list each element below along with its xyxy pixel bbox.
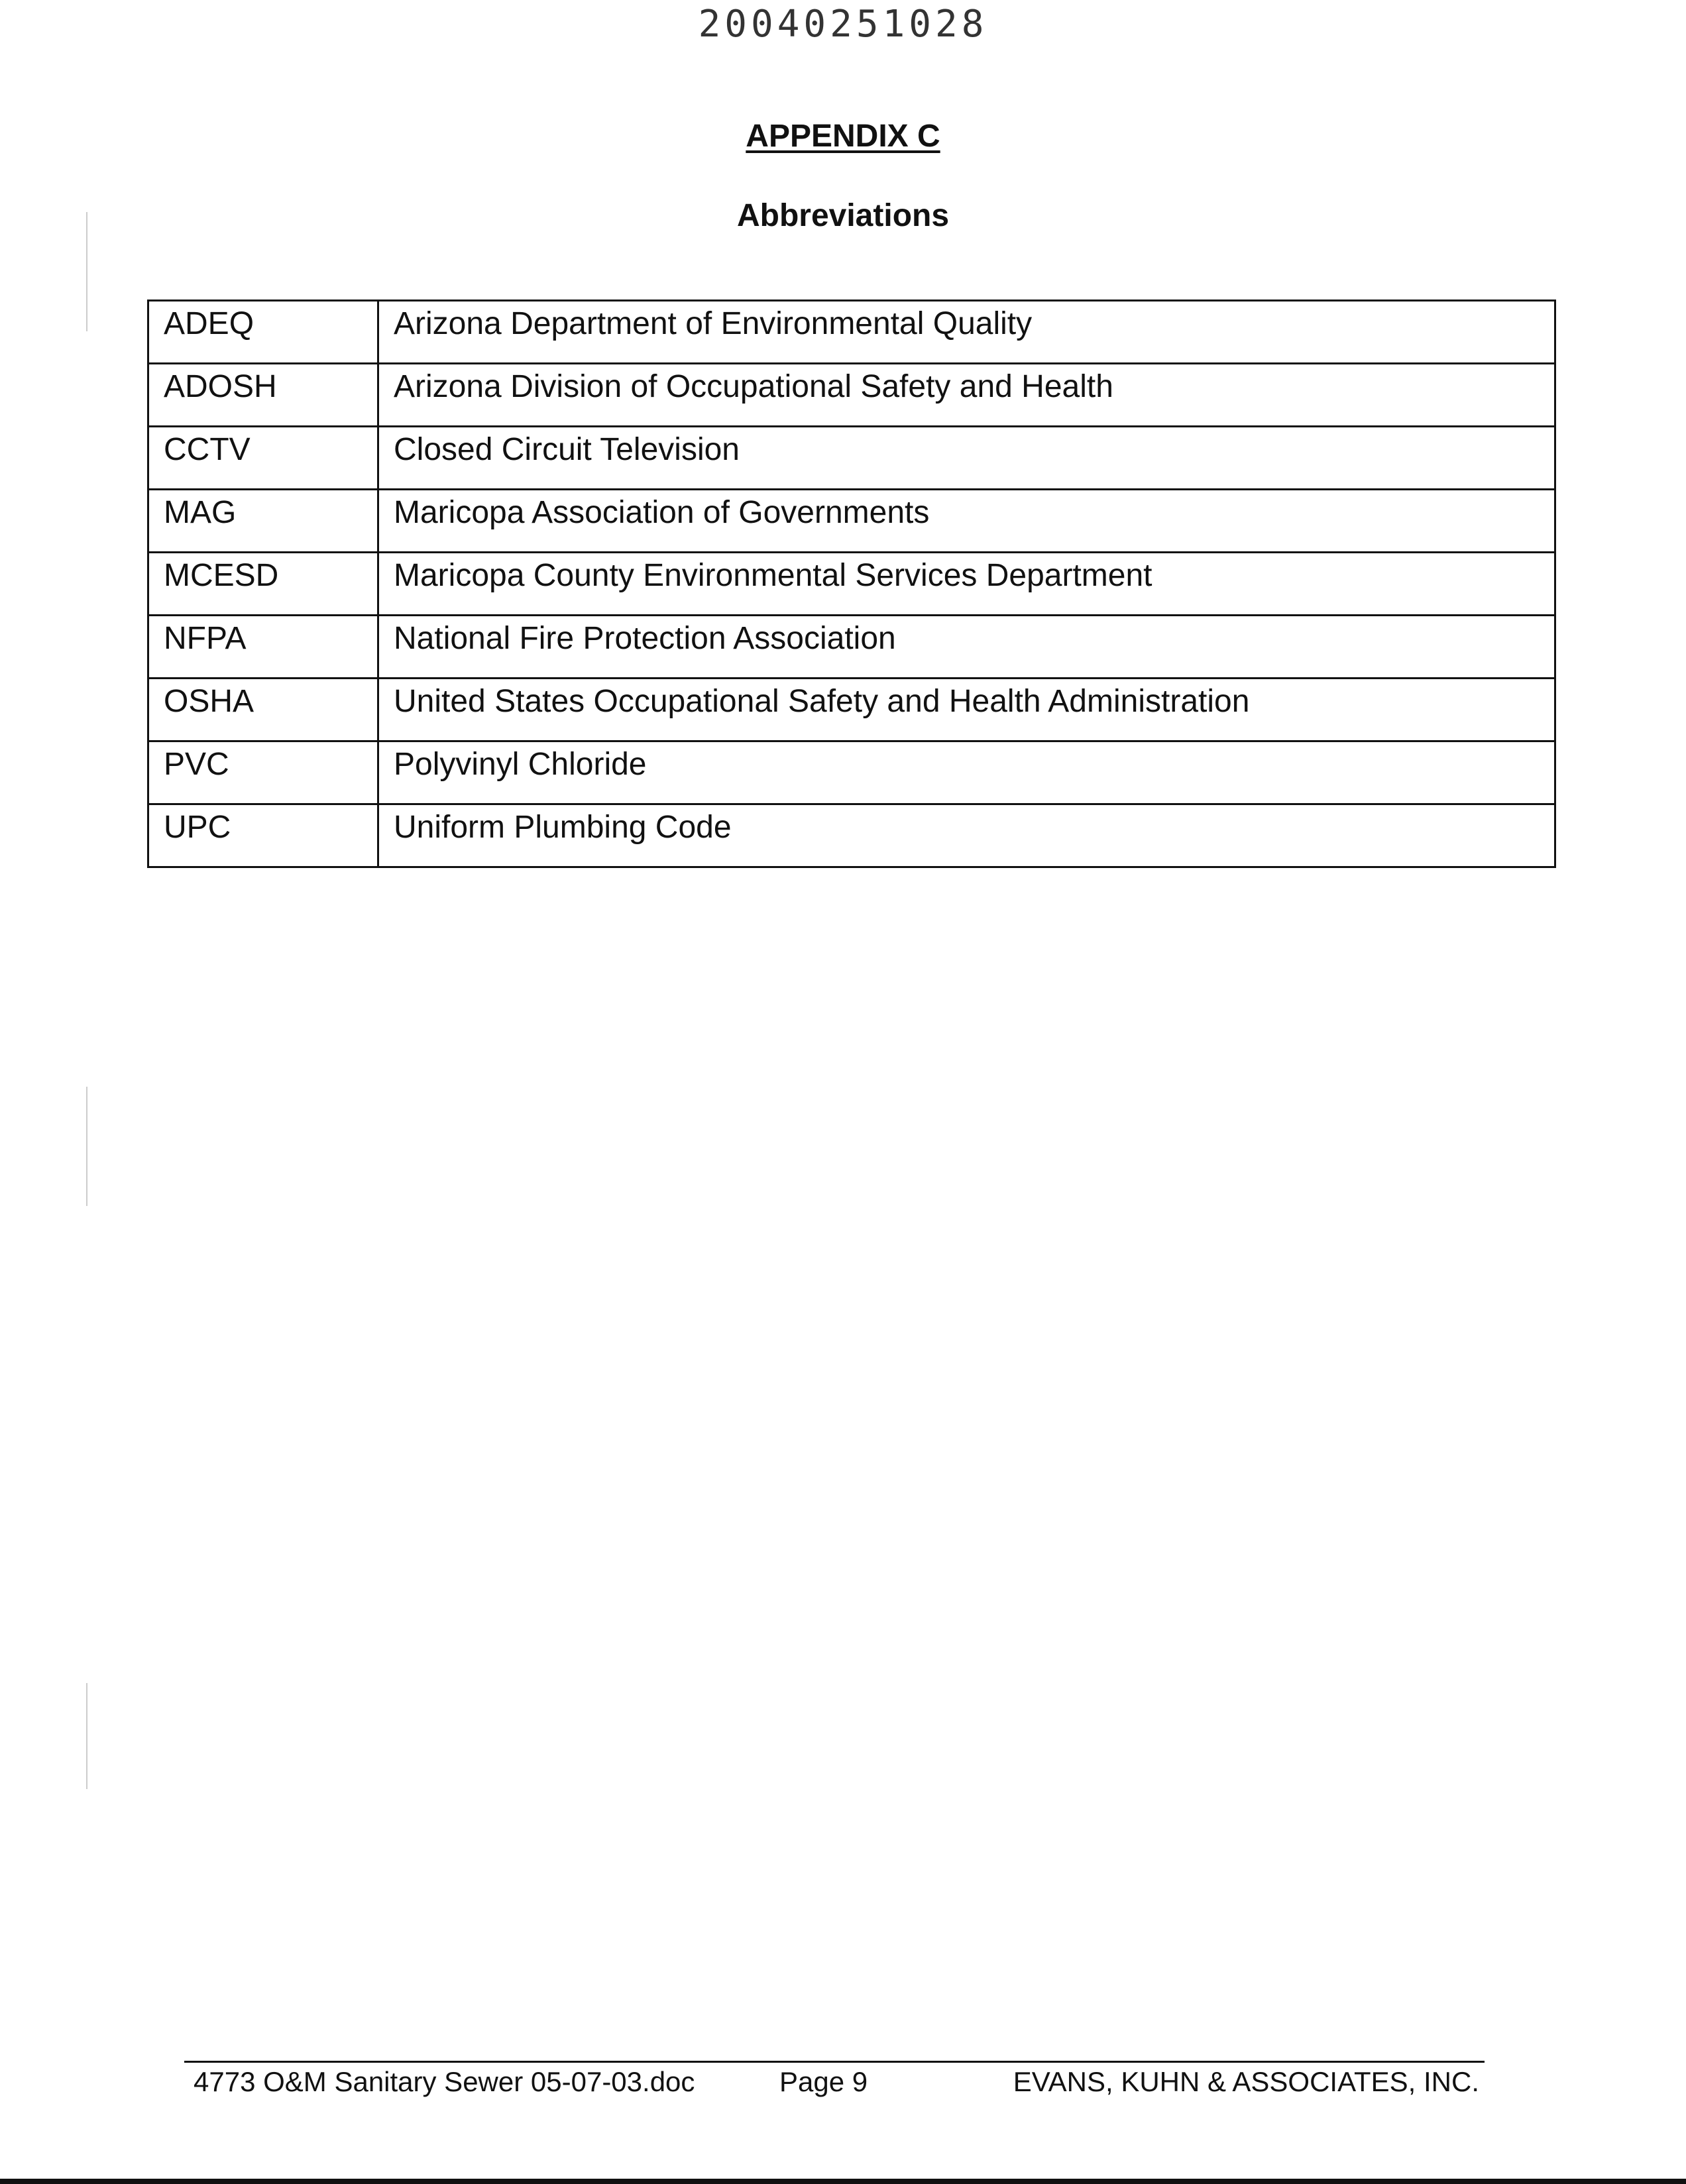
table-row <box>148 741 1555 804</box>
abbreviation-cell: UPC <box>148 804 378 867</box>
abbreviation-cell: OSHA <box>148 679 378 741</box>
footer-page-number: Page 9 <box>779 2066 868 2097</box>
abbreviation-cell: NFPA <box>148 616 378 679</box>
section-subtitle: Abbreviations <box>736 198 950 233</box>
table-row <box>148 490 1555 553</box>
appendix-title: APPENDIX C <box>746 119 940 154</box>
meaning-cell: Closed Circuit Television <box>378 427 1555 490</box>
meaning-cell: Uniform Plumbing Code <box>378 804 1555 867</box>
scan-bottom-edge <box>0 2179 1686 2184</box>
abbreviation-cell: PVC <box>148 741 378 804</box>
scan-margin-line <box>86 1087 87 1206</box>
meaning-cell: Arizona Department of Environmental Quality <box>378 301 1555 364</box>
document-number: 20040251028 <box>698 3 988 46</box>
meaning-cell: National Fire Protection Association <box>378 616 1555 679</box>
table-row <box>148 804 1555 867</box>
meaning-cell: Arizona Division of Occupational Safety and Health <box>378 364 1555 427</box>
meaning-cell: Polyvinyl Chloride <box>378 741 1555 804</box>
meaning-cell: United States Occupational Safety and Health Administration <box>378 679 1555 741</box>
scan-margin-line <box>86 212 87 331</box>
abbreviation-cell: ADOSH <box>148 364 378 427</box>
table-row <box>148 679 1555 741</box>
abbreviation-cell: MCESD <box>148 553 378 616</box>
meaning-cell: Maricopa County Environmental Services Department <box>378 553 1555 616</box>
table-row <box>148 616 1555 679</box>
meaning-cell: Maricopa Association of Governments <box>378 490 1555 553</box>
scan-margin-line <box>86 1683 87 1789</box>
table-row <box>148 553 1555 616</box>
abbreviation-cell: ADEQ <box>148 301 378 364</box>
footer-filename: 4773 O&M Sanitary Sewer 05-07-03.doc <box>194 2066 695 2097</box>
footer-company: EVANS, KUHN & ASSOCIATES, INC. <box>1013 2066 1479 2097</box>
abbreviations-table-body <box>148 301 1555 867</box>
abbreviation-cell: MAG <box>148 490 378 553</box>
abbreviation-cell: CCTV <box>148 427 378 490</box>
abbreviations-table <box>147 300 1556 868</box>
table-row <box>148 427 1555 490</box>
table-row <box>148 301 1555 364</box>
footer-divider <box>184 2061 1485 2063</box>
table-row <box>148 364 1555 427</box>
